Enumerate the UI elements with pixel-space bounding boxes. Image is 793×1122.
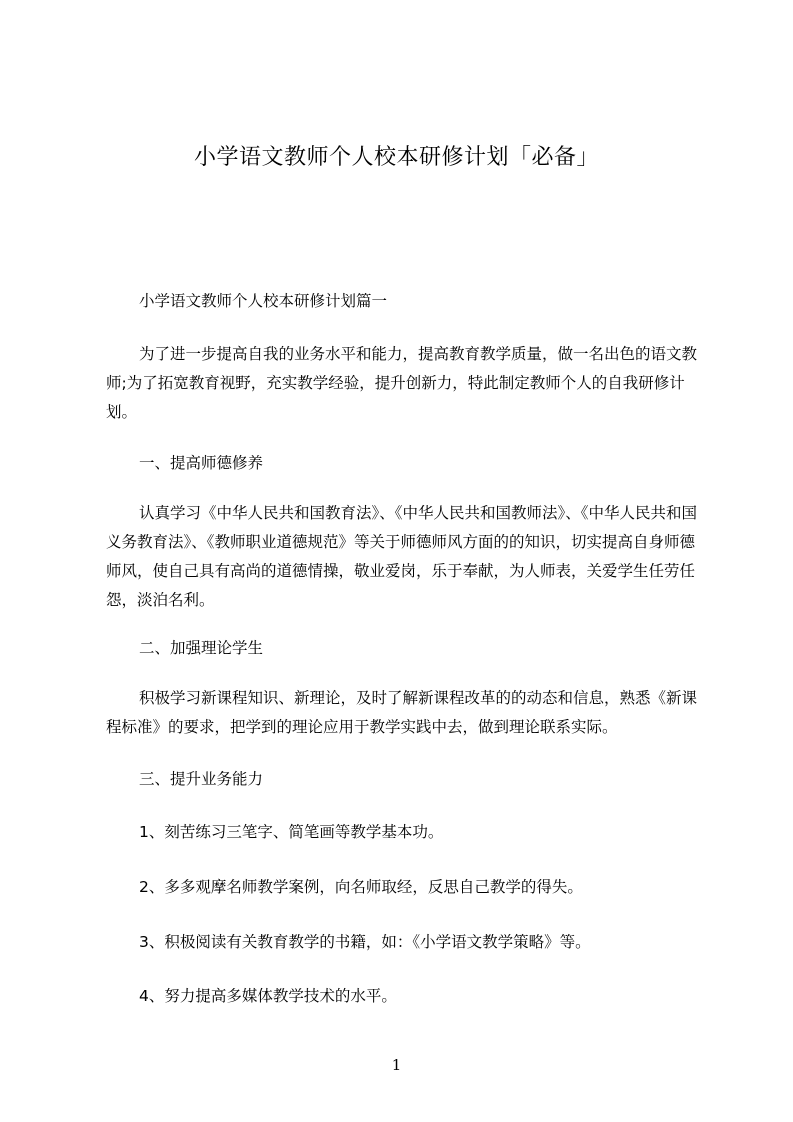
list-item: 1、刻苦练习三笔字、简笔画等教学基本功。 — [139, 823, 444, 841]
page-number: 1 — [391, 1056, 402, 1074]
section-1-heading: 一、提高师德修养 — [139, 454, 264, 472]
list-item: 2、多多观摩名师教学案例，向名师取经，反思自己教学的得失。 — [139, 878, 583, 896]
section-3-heading: 三、提升业务能力 — [139, 770, 264, 788]
document-subtitle: 小学语文教师个人校本研修计划篇一 — [139, 292, 388, 310]
list-item: 4、努力提高多媒体教学技术的水平。 — [139, 987, 397, 1005]
section-2-body: 积极学习新课程知识、新理论，及时了解新课程改革的的动态和信息，熟悉《新课程标准》的要求，把学到的理论应用于教学实践中去，做到理论联系实际。 — [106, 689, 698, 736]
section-1-body: 认真学习《中华人民共和国教育法》、《中华人民共和国教师法》、《中华人民共和国义务教育法》、《教师职业道德规范》等关于师德师风方面的的知识，切实提高自身师德师风，使自己具有高尚的道德情操，敬业爱岗，乐于奉献，为人师表，关爱学生任劳任怨，淡泊名利。 — [106, 504, 698, 609]
intro-paragraph: 为了进一步提高自我的业务水平和能力，提高教育教学质量，做一名出色的语文教师;为了拓宽教育视野，充实教学经验，提升创新力，特此制定教师个人的自我研修计划。 — [106, 345, 698, 421]
section-2-heading: 二、加强理论学生 — [139, 639, 264, 657]
list-item: 3、积极阅读有关教育教学的书籍，如：《小学语文教学策略》等。 — [139, 933, 591, 951]
document-title: 小学语文教师个人校本研修计划「必备」 — [193, 145, 599, 170]
